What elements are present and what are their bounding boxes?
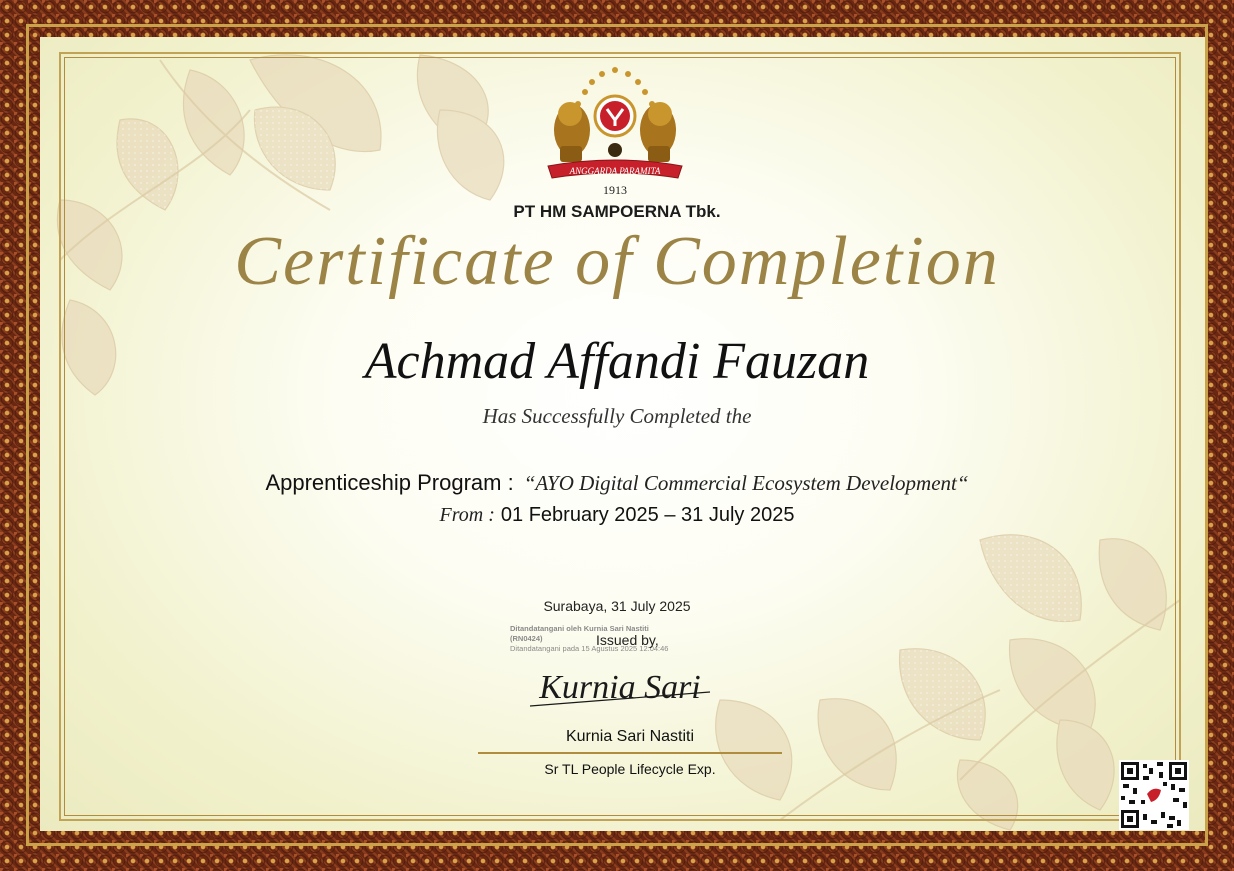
- place-date: Surabaya, 31 July 2025: [543, 598, 691, 614]
- esign-line-3: Ditandatangani pada 15 Agustus 2025 12:04:46: [510, 644, 669, 653]
- sampoerna-emblem: [540, 62, 690, 202]
- qr-code: [1119, 760, 1189, 830]
- recipient-name: Achmad Affandi Fauzan: [364, 333, 870, 390]
- certificate-title: Certificate of Completion: [234, 223, 1000, 300]
- emblem-year: 1913: [603, 183, 627, 197]
- signature-line: [478, 752, 782, 754]
- leaf-motif: [818, 699, 896, 790]
- signature-script: Kurnia Sari: [539, 669, 701, 706]
- signer-title: Sr TL People Lifecycle Exp.: [544, 761, 716, 777]
- emblem-ribbon-text: ANGGARDA PARAMITA: [569, 166, 661, 176]
- leaf-motif: [716, 700, 792, 800]
- leaf-motif: [957, 760, 1017, 830]
- leaf-motif: [183, 70, 244, 175]
- period-line: [0, 504, 1234, 527]
- program-label: Apprenticeship Program :: [265, 470, 514, 495]
- completed-text: Has Successfully Completed the: [482, 404, 752, 428]
- signer-name: Kurnia Sari Nastiti: [565, 728, 695, 745]
- esign-line-1: Ditandatangani oleh Kurnia Sari Nastiti: [510, 624, 649, 633]
- program-period: 01 February 2025 – 31 July 2025: [500, 504, 795, 526]
- program-title: “AYO Digital Commercial Ecosystem Development“: [523, 471, 969, 495]
- program-line: [0, 470, 1234, 496]
- leaf-motif: [1010, 639, 1096, 730]
- from-label: From :: [439, 504, 495, 526]
- lion-left: [554, 102, 590, 162]
- leaf-motif: [437, 110, 503, 200]
- handwritten-signature: [520, 662, 720, 712]
- company-name: PT HM SAMPOERNA Tbk.: [513, 202, 721, 221]
- issued-by: Issued by,: [596, 632, 659, 648]
- esign-line-2: (RN0424): [510, 634, 543, 643]
- leaf-motif: [1057, 720, 1114, 810]
- lion-right: [640, 102, 676, 162]
